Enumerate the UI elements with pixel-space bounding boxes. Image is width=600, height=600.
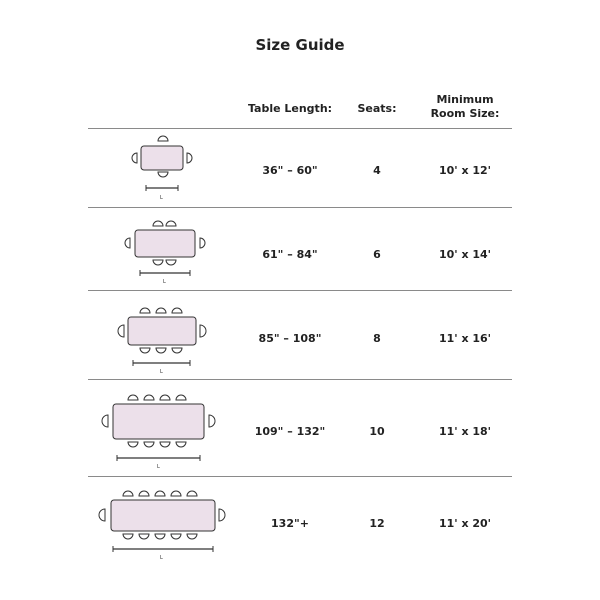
table-diagram-4-seats [123,129,203,207]
length-value: 61" – 84" [262,248,318,261]
scale-label: L [157,464,160,470]
seats-value: 6 [373,248,381,261]
header-room-size [410,93,520,121]
table-row [88,129,512,207]
length-value: 85" – 108" [258,332,322,345]
seats-value: 10 [369,425,385,438]
table-row [88,291,512,379]
seats-value: 8 [373,332,381,345]
table-diagram-8-seats [113,291,223,379]
header-seats: Seats: [357,102,397,115]
scale-label: L [163,279,166,285]
table-row [88,208,512,290]
header-room-line2: Room Size: [430,107,500,120]
seats-value: 4 [373,164,381,177]
table-row [88,380,512,476]
table-diagram-10-seats [98,380,228,476]
scale-label: L [160,195,163,201]
room-size-value: 10' x 12' [438,164,492,177]
header-room-line1: Minimum [436,93,494,106]
table-row [88,477,512,573]
scale-label: L [160,369,163,375]
seats-value: 12 [369,517,385,530]
length-value: 109" – 132" [254,425,326,438]
room-size-value: 11' x 18' [438,425,492,438]
table-diagram-6-seats [118,208,218,290]
length-value: 132"+ [271,517,309,530]
room-size-value: 11' x 20' [438,517,492,530]
length-value: 36" – 60" [262,164,318,177]
room-size-value: 10' x 14' [438,248,492,261]
header-table-length: Table Length: [247,102,333,115]
room-size-value: 11' x 16' [438,332,492,345]
page-title: Size Guide [255,36,345,54]
scale-label: L [160,555,163,561]
table-diagram-12-seats [93,477,233,573]
